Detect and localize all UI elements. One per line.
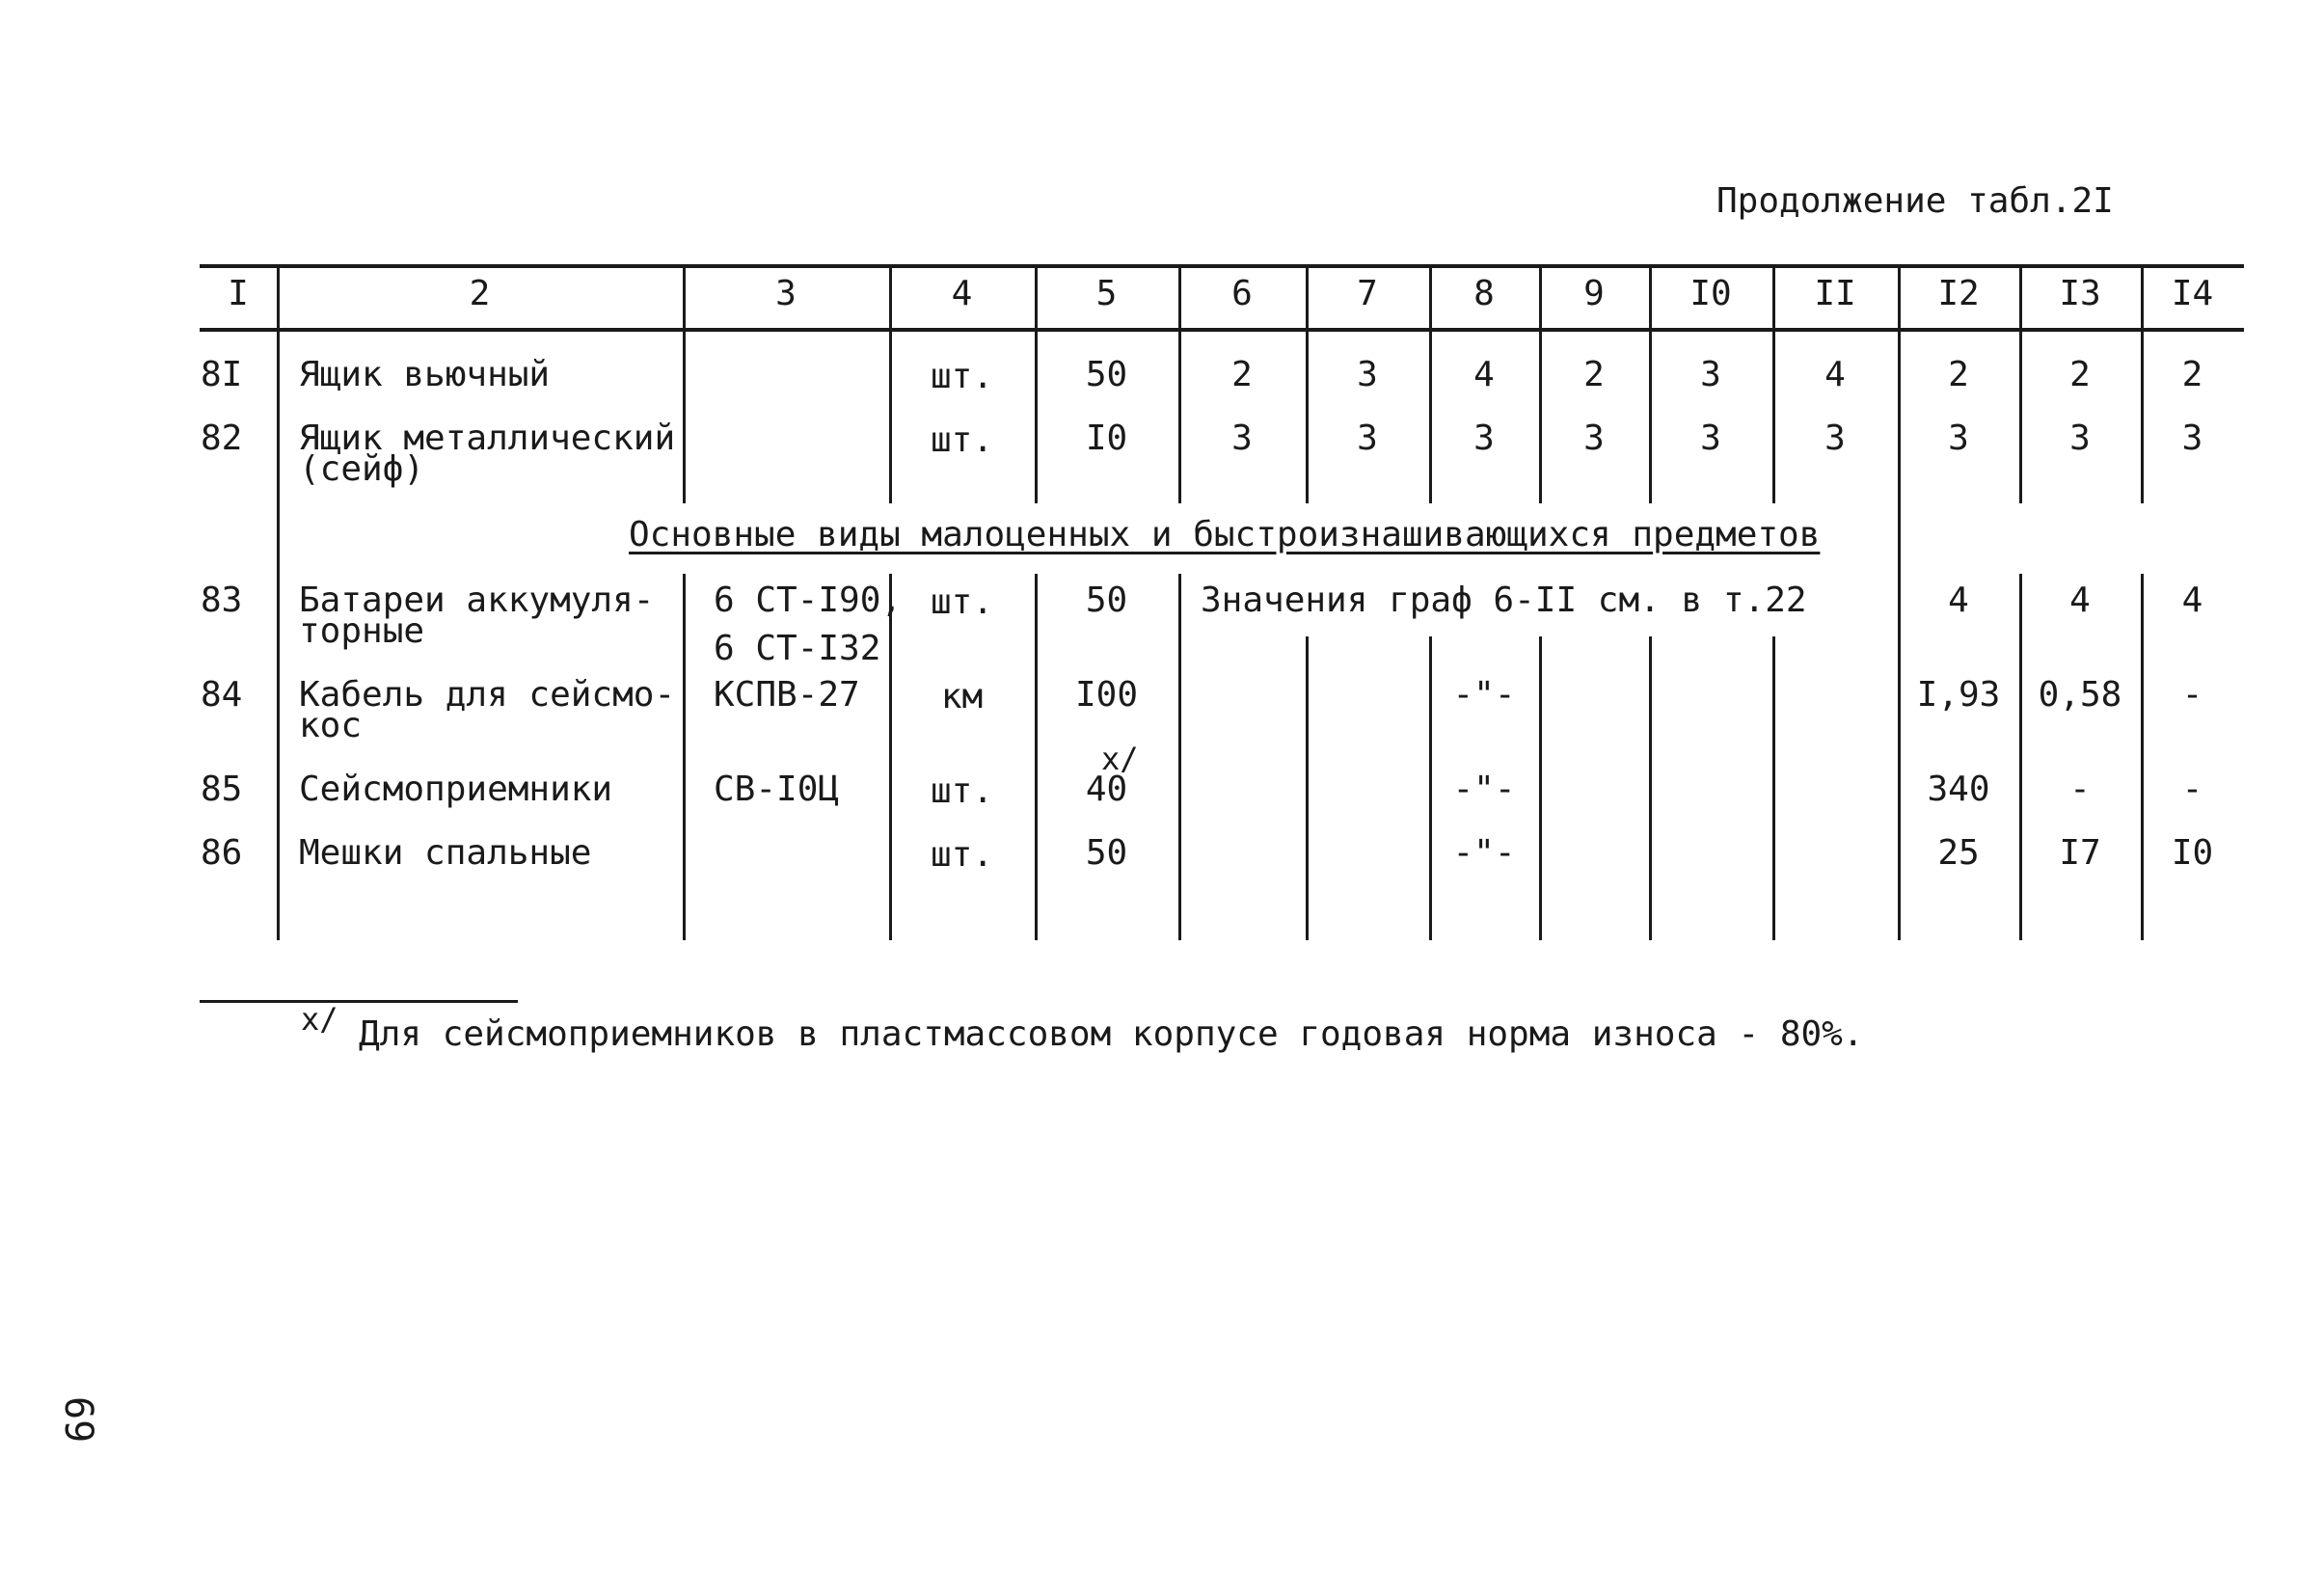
value-cell: 4 xyxy=(2181,581,2203,620)
footnote-rule xyxy=(200,1000,518,1003)
value-cell: - xyxy=(2069,770,2091,809)
header-column-rule xyxy=(1306,264,1309,330)
row-number: 86 xyxy=(201,833,243,873)
body-column-rule xyxy=(277,330,280,503)
footnote-text: Для сейсмоприемников в пластмассовом корпусе годовая норма износа - 80%. xyxy=(359,1014,1864,1054)
item-type: СВ-I0Ц xyxy=(714,770,840,809)
value-cell: 3 xyxy=(1824,419,1846,458)
item-name: (сейф) xyxy=(299,449,425,489)
value-cell: 3 xyxy=(2181,419,2203,458)
item-name: кос xyxy=(299,706,363,745)
continuation-label: Продолжение табл.2I xyxy=(1716,181,2114,221)
value-cell: - xyxy=(2181,675,2203,715)
page-number: 69 xyxy=(56,1396,100,1444)
header-cell: I2 xyxy=(1937,274,1980,313)
value-cell: 3 xyxy=(1583,419,1605,458)
value-cell: 3 xyxy=(2069,419,2091,458)
row-number: 83 xyxy=(201,581,243,620)
value-cell: - xyxy=(2181,770,2203,809)
item-name: Ящик вьючный xyxy=(299,355,551,394)
body-column-rule xyxy=(1898,501,1901,940)
body-column-rule xyxy=(1649,330,1652,503)
row-number: 84 xyxy=(201,675,243,715)
value-cell: 25 xyxy=(1937,833,1980,873)
value-cell: 4 xyxy=(1473,355,1495,394)
body-column-rule xyxy=(2141,574,2144,940)
unit: км xyxy=(940,677,984,716)
item-name: Кабель для сейсмо- xyxy=(299,675,676,715)
value-cell: I,93 xyxy=(1916,675,2001,715)
value-cell: 3 xyxy=(1473,419,1495,458)
header-cell: 8 xyxy=(1473,274,1495,313)
reference-note: Значения граф 6-II см. в т.22 xyxy=(1201,581,1807,620)
header-cell: 6 xyxy=(1231,274,1253,313)
item-type: КСПВ-27 xyxy=(714,675,860,715)
value-cell: 3 xyxy=(1231,419,1253,458)
standard-quantity: I0 xyxy=(1085,419,1128,458)
header-cell: I3 xyxy=(2059,274,2101,313)
body-column-rule xyxy=(1306,636,1309,940)
table-top-rule xyxy=(200,264,2244,268)
item-name: Мешки спальные xyxy=(299,833,592,873)
item-type: 6 СТ-I90, xyxy=(714,581,903,620)
value-cell: 4 xyxy=(1824,355,1846,394)
item-name: Ящик металлический xyxy=(299,419,676,458)
standard-quantity: I00 xyxy=(1074,675,1139,715)
value-cell: 2 xyxy=(1948,355,1969,394)
unit: шт. xyxy=(930,582,994,622)
unit: шт. xyxy=(930,771,994,811)
body-column-rule xyxy=(277,501,280,940)
header-cell: 3 xyxy=(775,274,797,313)
header-column-rule xyxy=(1178,264,1181,330)
standard-quantity: 50 xyxy=(1085,833,1128,873)
value-cell: I7 xyxy=(2059,833,2101,873)
body-column-rule xyxy=(1649,636,1652,940)
header-column-rule xyxy=(889,264,892,330)
header-cell: 2 xyxy=(469,274,491,313)
item-name: торные xyxy=(299,611,425,651)
section-title: Основные виды малоценных и быстроизнашивающихся предметов xyxy=(629,515,1821,554)
body-column-rule xyxy=(1898,330,1901,503)
body-column-rule xyxy=(683,574,686,940)
header-cell: I4 xyxy=(2171,274,2214,313)
ditto-mark: -"- xyxy=(1452,675,1516,715)
value-cell: 3 xyxy=(1700,355,1721,394)
footnote-mark: x/ xyxy=(301,1001,338,1038)
header-cell: 9 xyxy=(1583,274,1605,313)
body-column-rule xyxy=(1772,636,1775,940)
row-number: 8I xyxy=(201,355,243,394)
ditto-mark: -"- xyxy=(1452,770,1516,809)
body-column-rule xyxy=(1306,330,1309,503)
header-cell: 4 xyxy=(951,274,973,313)
ditto-mark: -"- xyxy=(1452,833,1516,873)
value-cell: 340 xyxy=(1927,770,1990,809)
header-column-rule xyxy=(1035,264,1038,330)
value-cell: 3 xyxy=(1357,419,1378,458)
value-cell: 2 xyxy=(1583,355,1605,394)
body-column-rule xyxy=(889,330,892,503)
header-column-rule xyxy=(1772,264,1775,330)
header-column-rule xyxy=(683,264,686,330)
body-column-rule xyxy=(683,330,686,503)
value-cell: 3 xyxy=(1700,419,1721,458)
row-number: 82 xyxy=(201,419,243,458)
body-column-rule xyxy=(1539,330,1542,503)
standard-quantity: 40 xyxy=(1085,770,1128,809)
value-cell: I0 xyxy=(2171,833,2214,873)
header-cell: 7 xyxy=(1357,274,1378,313)
value-cell: 4 xyxy=(2069,581,2091,620)
value-cell: 2 xyxy=(2181,355,2203,394)
body-column-rule xyxy=(1035,574,1038,940)
unit: шт. xyxy=(930,420,994,460)
body-column-rule xyxy=(1178,574,1181,940)
body-column-rule xyxy=(1035,330,1038,503)
value-cell: 3 xyxy=(1357,355,1378,394)
item-type: 6 СТ-I32 xyxy=(714,629,881,668)
body-column-rule xyxy=(889,574,892,940)
body-column-rule xyxy=(2019,330,2022,503)
header-cell: I0 xyxy=(1689,274,1732,313)
row-number: 85 xyxy=(201,770,243,809)
footnote-reference: x/ xyxy=(1101,741,1139,777)
value-cell: 2 xyxy=(1231,355,1253,394)
unit: шт. xyxy=(930,835,994,875)
value-cell: 3 xyxy=(1948,419,1969,458)
body-column-rule xyxy=(1429,330,1432,503)
value-cell: 4 xyxy=(1948,581,1969,620)
standard-quantity: 50 xyxy=(1085,581,1128,620)
header-cell: I xyxy=(228,274,249,313)
standard-quantity: 50 xyxy=(1085,355,1128,394)
header-cell: II xyxy=(1814,274,1856,313)
body-column-rule xyxy=(1772,330,1775,503)
item-name: Сейсмоприемники xyxy=(299,770,613,809)
body-column-rule xyxy=(1178,330,1181,503)
header-bottom-rule xyxy=(200,328,2244,332)
body-column-rule xyxy=(2141,330,2144,503)
header-cell: 5 xyxy=(1095,274,1118,313)
unit: шт. xyxy=(930,357,994,396)
body-column-rule xyxy=(2019,574,2022,940)
item-name: Батареи аккумуля- xyxy=(299,581,655,620)
value-cell: 2 xyxy=(2069,355,2091,394)
value-cell: 0,58 xyxy=(2038,675,2122,715)
